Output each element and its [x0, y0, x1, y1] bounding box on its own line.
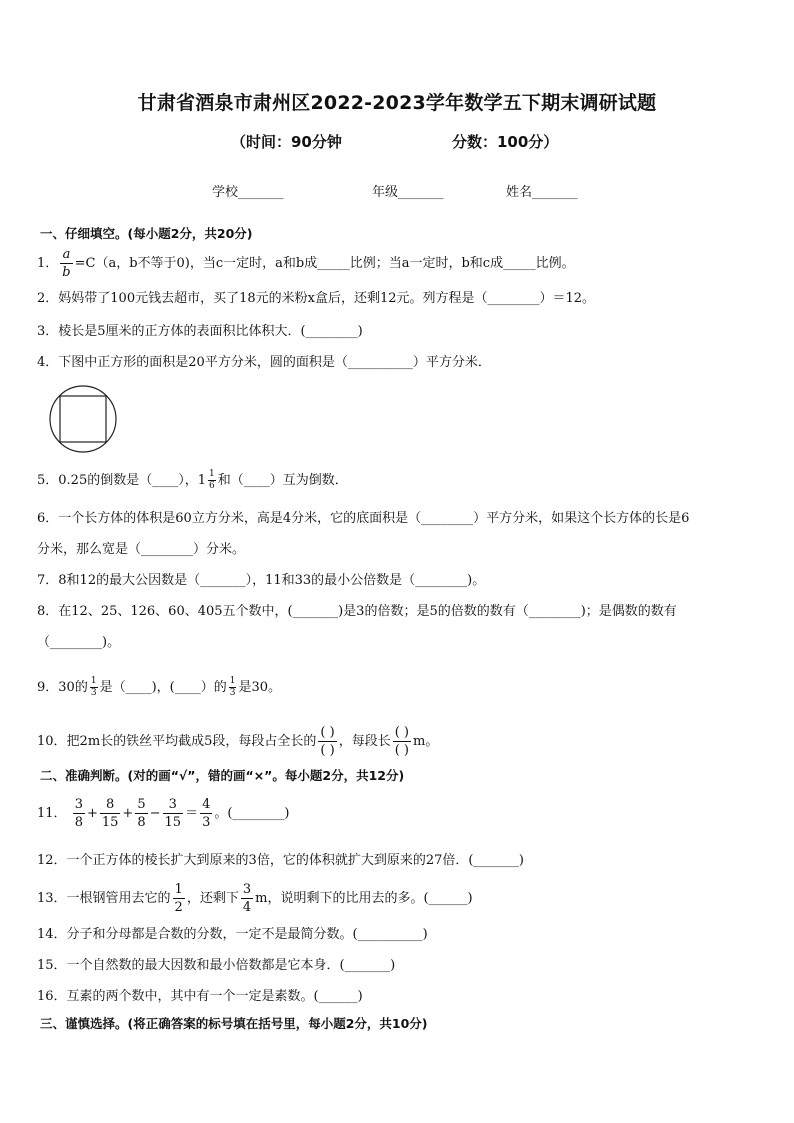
question-9-part-b: 是（____)，(____）的 — [99, 680, 227, 695]
fraction-denominator: ( ) — [394, 743, 409, 758]
fraction-numerator: ( ) — [320, 725, 335, 740]
question-10-part-c: m。 — [413, 734, 439, 749]
fraction-denominator: ( ) — [320, 743, 335, 758]
fraction-numerator: 4 — [202, 797, 211, 812]
fraction — [73, 798, 85, 829]
blank-fraction — [318, 726, 336, 757]
question-15: 15．一个自然数的最大因数和最小倍数都是它本身．(_______) — [37, 958, 396, 973]
operator: − — [149, 806, 161, 821]
fraction-one-third — [229, 677, 237, 698]
fraction — [200, 798, 212, 829]
question-1-text: =C（a，b不等于0)，当c一定时，a和b成_____比例；当a一定时，b和c成_____比例。 — [74, 256, 575, 271]
fraction-numerator: a — [60, 248, 72, 264]
question-8-line-2: （________)。 — [37, 635, 121, 650]
fraction-numerator: 5 — [137, 797, 146, 812]
fraction-denominator: 4 — [242, 900, 252, 915]
question-9-part-a: 9．30的 — [37, 680, 88, 695]
fraction-denominator: 15 — [101, 815, 119, 830]
fraction-denominator: 3 — [90, 688, 97, 698]
question-10 — [37, 726, 438, 757]
section-3-heading: 三、谨慎选择。(将正确答案的标号填在括号里，每小题2分，共10分) — [40, 1016, 428, 1031]
fraction-three-quarters — [241, 883, 253, 914]
square-shape — [60, 396, 106, 442]
fraction-numerator: 8 — [100, 798, 121, 814]
question-11 — [37, 798, 290, 829]
fraction-numerator: 1 — [209, 469, 215, 479]
question-11-tail: 。(________) — [214, 806, 290, 821]
fraction-denominator: 8 — [137, 815, 146, 830]
question-12: 12．一个正方体的棱长扩大到原来的3倍，它的体积就扩大到原来的27倍．(_______) — [37, 853, 524, 868]
question-6-line-2: 分米，那么宽是（________）分米。 — [37, 542, 246, 557]
fraction-one-third — [90, 677, 98, 698]
question-2: 2．妈妈带了100元钱去超市，买了18元的米粉x盒后，还剩12元。列方程是（________）＝12。 — [37, 291, 596, 306]
section-2-heading: 二、准确判断。(对的画“√”，错的画“×”。每小题2分，共12分) — [40, 768, 405, 783]
question-16: 16．互素的两个数中，其中有一个一定是素数。(______) — [37, 989, 363, 1004]
question-14: 14．分子和分母都是合数的分数，一定不是最简分数。(__________) — [37, 927, 428, 942]
question-5 — [37, 470, 348, 491]
page-title: 甘肃省酒泉市肃州区2022-2023学年数学五下期末调研试题 — [137, 92, 657, 114]
question-5-part-a: 5．0.25的倒数是（____），1 — [37, 473, 206, 488]
question-10-part-b: ，每段长 — [338, 734, 391, 749]
question-7: 7．8和12的最大公因数是（_______），11和33的最小公倍数是（________)。 — [37, 573, 486, 588]
fraction-numerator: 1 — [90, 676, 97, 686]
name-field: 姓名_______ — [506, 185, 578, 200]
fraction-denominator: 15 — [164, 815, 182, 830]
fraction-numerator: 1 — [229, 676, 236, 686]
fraction — [163, 798, 184, 829]
question-13 — [37, 883, 473, 914]
grade-field: 年级_______ — [372, 185, 444, 200]
question-3: 3．棱长是5厘米的正方体的表面积比体积大．(________) — [37, 324, 363, 339]
operator: + — [122, 806, 134, 821]
operator: + — [86, 806, 98, 821]
fraction-denominator: 3 — [229, 688, 236, 698]
fraction — [135, 798, 147, 829]
fraction-denominator: 6 — [209, 481, 215, 491]
fraction-denominator: b — [62, 265, 71, 280]
question-6-line-1: 6．一个长方体的体积是60立方分米，高是4分米，它的底面积是（________）平方分米，如果这个长方体的长是6 — [37, 511, 690, 526]
question-1 — [37, 248, 575, 279]
question-13-part-b: ，还剩下 — [186, 891, 239, 906]
equals-sign: ＝ — [185, 806, 199, 821]
fraction-numerator: 3 — [242, 882, 252, 897]
fraction-numerator: ( ) — [394, 725, 409, 740]
fraction-a-over-b — [60, 248, 72, 279]
fraction-one-sixth — [208, 470, 216, 491]
fraction-denominator: 3 — [202, 815, 211, 830]
exam-score: 分数：100分） — [452, 133, 559, 151]
fraction-numerator: 1 — [174, 882, 183, 897]
question-8-line-1: 8．在12、25、126、60、405五个数中，(_______)是3的倍数；是5的倍数的数有（________)；是偶数的数有 — [37, 604, 677, 619]
question-13-part-a: 13．一根钢管用去它的 — [37, 891, 171, 906]
fraction-numerator: 3 — [74, 797, 83, 812]
fraction-numerator: 3 — [163, 798, 184, 814]
fraction-one-half — [173, 883, 185, 914]
question-13-part-c: m，说明剩下的比用去的多。(______) — [255, 891, 473, 906]
blank-fraction — [393, 726, 411, 757]
fraction-denominator: 2 — [174, 900, 183, 915]
question-9-part-c: 是30。 — [238, 680, 281, 695]
question-9 — [37, 677, 281, 698]
school-field: 学校_______ — [212, 185, 284, 200]
fraction-denominator: 8 — [74, 815, 83, 830]
fraction — [100, 798, 121, 829]
section-1-heading: 一、仔细填空。(每小题2分，共20分) — [40, 226, 253, 241]
question-10-part-a: 10．把2m长的铁丝平均截成5段，每段占全长的 — [37, 734, 317, 749]
circle-square-figure — [46, 383, 120, 455]
question-11-number: 11． — [37, 806, 67, 821]
question-1-number: 1． — [37, 256, 59, 271]
question-4: 4．下图中正方形的面积是20平方分米，圆的面积是（__________）平方分米． — [37, 355, 491, 370]
exam-time: （时间：90分钟 — [231, 133, 342, 151]
question-5-part-b: 和（____）互为倒数． — [217, 473, 348, 488]
